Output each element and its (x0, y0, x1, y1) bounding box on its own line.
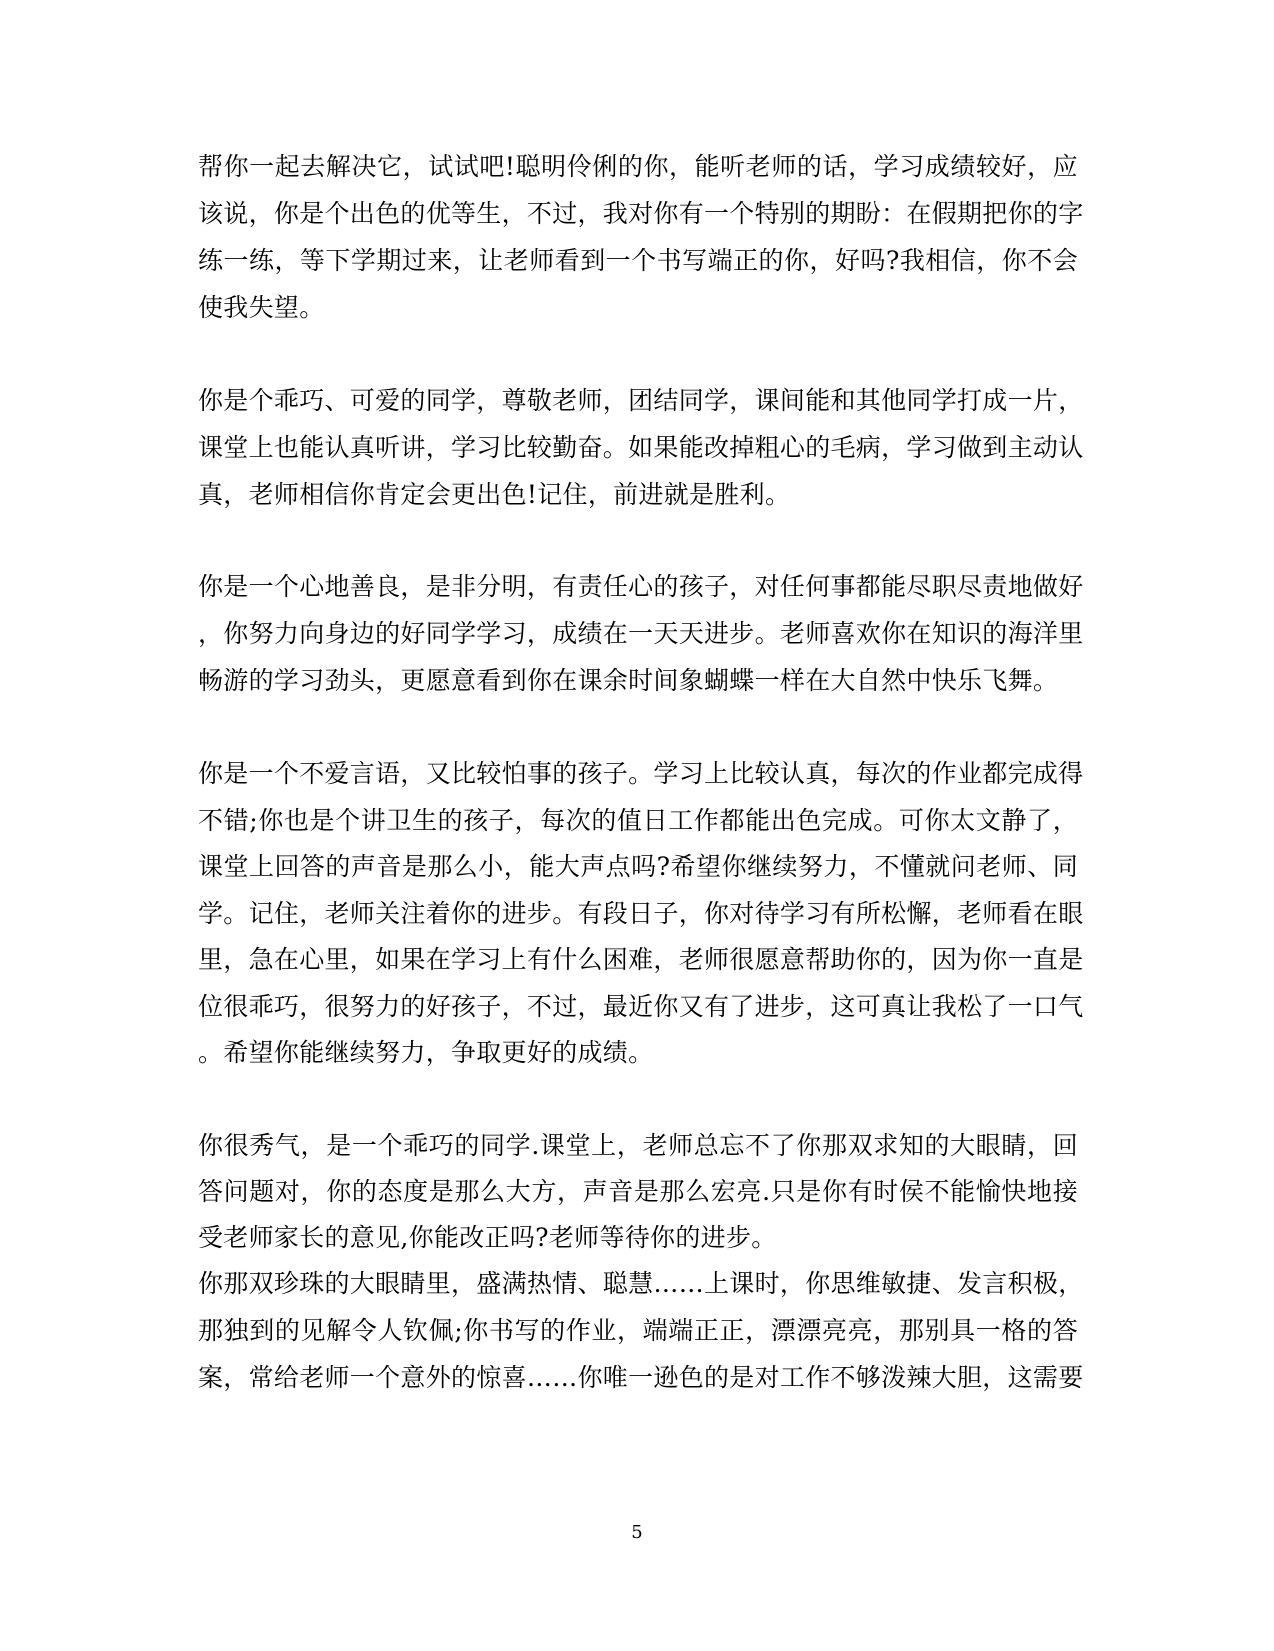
paragraph-2-line-2: 课堂上也能认真听讲，学习比较勤奋。如果能改掉粗心的毛病，学习做到主动认 (198, 433, 1084, 462)
paragraph-4-line-7: 。希望你能继续努力，争取更好的成绩。 (198, 1038, 654, 1067)
paragraph-1-line-3: 练一练，等下学期过来，让老师看到一个书写端正的你，好吗?我相信，你不会 (198, 246, 1078, 275)
paragraph-1-line-2: 该说，你是个出色的优等生，不过，我对你有一个特别的期盼：在假期把你的字 (198, 199, 1084, 228)
page-number: 5 (631, 1522, 643, 1543)
paragraph-4-line-4: 学。记住，老师关注着你的进步。有段日子，你对待学习有所松懈，老师看在眼 (198, 899, 1084, 928)
paragraph-3-line-1: 你是一个心地善良，是非分明，有责任心的孩子，对任何事都能尽职尽责地做好 (198, 572, 1084, 601)
paragraph-1-line-1: 帮你一起去解决它，试试吧!聪明伶俐的你，能听老师的话，学习成绩较好，应 (198, 152, 1078, 181)
paragraph-3-line-2: ，你努力向身边的好同学学习，成绩在一天天进步。老师喜欢你在知识的海洋里 (198, 619, 1084, 648)
paragraph-4-line-1: 你是一个不爱言语，又比较怕事的孩子。学习上比较认真，每次的作业都完成得 (198, 759, 1084, 788)
paragraph-1-line-4: 使我失望。 (198, 293, 325, 322)
paragraph-5-line-1: 你很秀气，是一个乖巧的同学.课堂上，老师总忘不了你那双求知的大眼睛，回 (198, 1131, 1078, 1160)
paragraph-5-line-6: 案，常给老师一个意外的惊喜……你唯一逊色的是对工作不够泼辣大胆，这需要 (198, 1363, 1084, 1392)
paragraph-2-line-3: 真，老师相信你肯定会更出色!记住，前进就是胜利。 (198, 480, 791, 509)
paragraph-4-line-2: 不错;你也是个讲卫生的孩子，每次的值日工作都能出色完成。可你太文静了， (198, 806, 1078, 835)
paragraph-4-line-5: 里，急在心里，如果在学习上有什么困难，老师很愿意帮助你的，因为你一直是 (198, 945, 1084, 974)
paragraph-4-line-6: 位很乖巧，很努力的好孩子，不过，最近你又有了进步，这可真让我松了一口气 (198, 992, 1084, 1021)
paragraph-3-line-3: 畅游的学习劲头，更愿意看到你在课余时间象蝴蝶一样在大自然中快乐飞舞。 (198, 666, 1059, 695)
paragraph-2-line-1: 你是个乖巧、可爱的同学，尊敬老师，团结同学，课间能和其他同学打成一片， (198, 386, 1084, 415)
paragraph-5-line-4: 你那双珍珠的大眼睛里，盛满热情、聪慧……上课时，你思维敏捷、发言积极， (198, 1269, 1084, 1298)
paragraph-5-line-3: 受老师家长的意见,你能改正吗?老师等待你的进步。 (198, 1223, 777, 1252)
paragraph-4-line-3: 课堂上回答的声音是那么小，能大声点吗?希望你继续努力，不懂就问老师、同 (198, 852, 1078, 881)
paragraph-5-line-5: 那独到的见解令人钦佩;你书写的作业，端端正正，漂漂亮亮，那别具一格的答 (198, 1316, 1078, 1345)
paragraph-5-line-2: 答问题对，你的态度是那么大方，声音是那么宏亮.只是你有时侯不能愉快地接 (198, 1177, 1078, 1206)
